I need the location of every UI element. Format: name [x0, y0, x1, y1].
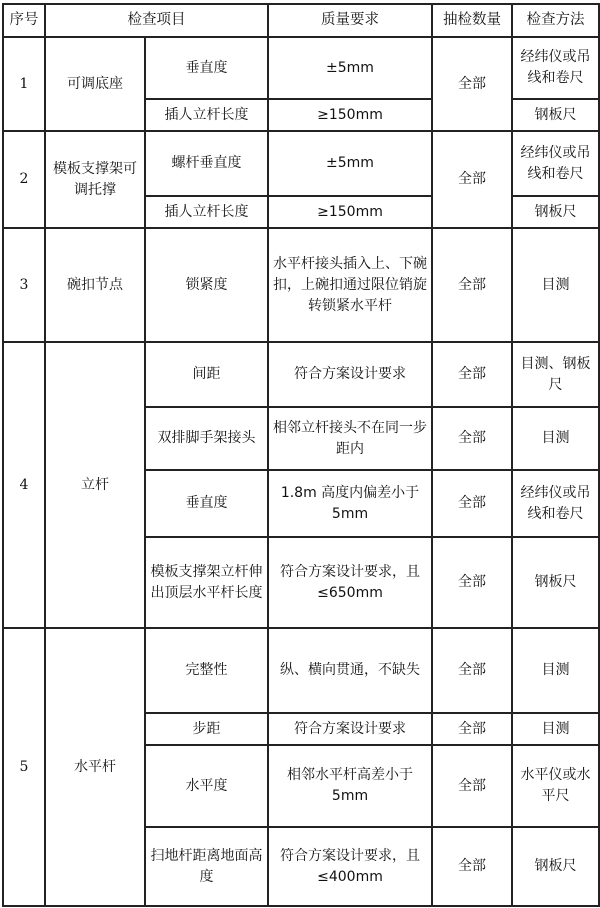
item-name: 可调底座 [45, 37, 145, 131]
table-row [3, 342, 599, 407]
quantity-cell: 全部 [432, 713, 512, 745]
table-row [3, 628, 599, 713]
item-name: 立杆 [45, 342, 145, 628]
quantity-cell: 全部 [432, 827, 512, 906]
requirement-cell: 1.8m 高度内偏差小于 5mm [268, 470, 432, 537]
requirement-cell: 相邻水平杆高差小于 5mm [268, 745, 432, 827]
header-item: 检查项目 [45, 4, 268, 37]
sub-item-name: 垂直度 [145, 470, 268, 537]
row-number: 2 [3, 131, 45, 228]
item-name: 碗扣节点 [45, 228, 145, 342]
method-cell: 经纬仪或吊线和卷尺 [512, 131, 599, 196]
method-cell: 经纬仪或吊线和卷尺 [512, 37, 599, 99]
quantity-cell: 全部 [432, 37, 512, 131]
requirement-cell: ≥150mm [268, 196, 432, 228]
quantity-cell: 全部 [432, 407, 512, 470]
method-cell: 目测 [512, 628, 599, 713]
row-number: 1 [3, 37, 45, 131]
requirement-cell: ≥150mm [268, 99, 432, 131]
sub-item-name: 插人立杆长度 [145, 99, 268, 131]
sub-item-name: 水平度 [145, 745, 268, 827]
requirement-cell: ±5mm [268, 37, 432, 99]
header-row [3, 4, 599, 37]
item-name: 模板支撑架可调托撑 [45, 131, 145, 228]
quantity-cell: 全部 [432, 131, 512, 228]
table-row [3, 131, 599, 196]
table-row [3, 228, 599, 342]
requirement-cell: 相邻立杆接头不在同一步距内 [268, 407, 432, 470]
method-cell: 钢板尺 [512, 537, 599, 628]
method-cell: 目测 [512, 713, 599, 745]
quantity-cell: 全部 [432, 628, 512, 713]
sub-item-name: 完整性 [145, 628, 268, 713]
method-cell: 钢板尺 [512, 99, 599, 131]
sub-item-name: 锁紧度 [145, 228, 268, 342]
table-row [3, 37, 599, 99]
inspection-table [2, 3, 600, 907]
method-cell: 目测 [512, 228, 599, 342]
requirement-cell: ±5mm [268, 131, 432, 196]
sub-item-name: 扫地杆距离地面高度 [145, 827, 268, 906]
method-cell: 经纬仪或吊线和卷尺 [512, 470, 599, 537]
requirement-cell: 纵、横向贯通，不缺失 [268, 628, 432, 713]
quantity-cell: 全部 [432, 745, 512, 827]
requirement-cell: 符合方案设计要求 [268, 342, 432, 407]
item-name: 水平杆 [45, 628, 145, 906]
sub-item-name: 垂直度 [145, 37, 268, 99]
quantity-cell: 全部 [432, 470, 512, 537]
sub-item-name: 模板支撑架立杆伸出顶层水平杆长度 [145, 537, 268, 628]
sub-item-name: 插人立杆长度 [145, 196, 268, 228]
sub-item-name: 双排脚手架接头 [145, 407, 268, 470]
method-cell: 水平仪或水平尺 [512, 745, 599, 827]
row-number: 3 [3, 228, 45, 342]
header-no: 序号 [3, 4, 45, 37]
quantity-cell: 全部 [432, 537, 512, 628]
requirement-cell: 符合方案设计要求 [268, 713, 432, 745]
header-quantity: 抽检数量 [432, 4, 512, 37]
sub-item-name: 螺杆垂直度 [145, 131, 268, 196]
method-cell: 钢板尺 [512, 827, 599, 906]
quantity-cell: 全部 [432, 228, 512, 342]
requirement-cell: 符合方案设计要求，且≤400mm [268, 827, 432, 906]
method-cell: 目测 [512, 407, 599, 470]
header-requirement: 质量要求 [268, 4, 432, 37]
sub-item-name: 步距 [145, 713, 268, 745]
requirement-cell: 符合方案设计要求，且≤650mm [268, 537, 432, 628]
quantity-cell: 全部 [432, 342, 512, 407]
method-cell: 钢板尺 [512, 196, 599, 228]
header-method: 检查方法 [512, 4, 599, 37]
row-number: 4 [3, 342, 45, 628]
sub-item-name: 间距 [145, 342, 268, 407]
row-number: 5 [3, 628, 45, 906]
requirement-cell: 水平杆接头插入上、下碗扣，上碗扣通过限位销旋转锁紧水平杆 [268, 228, 432, 342]
method-cell: 目测、钢板尺 [512, 342, 599, 407]
